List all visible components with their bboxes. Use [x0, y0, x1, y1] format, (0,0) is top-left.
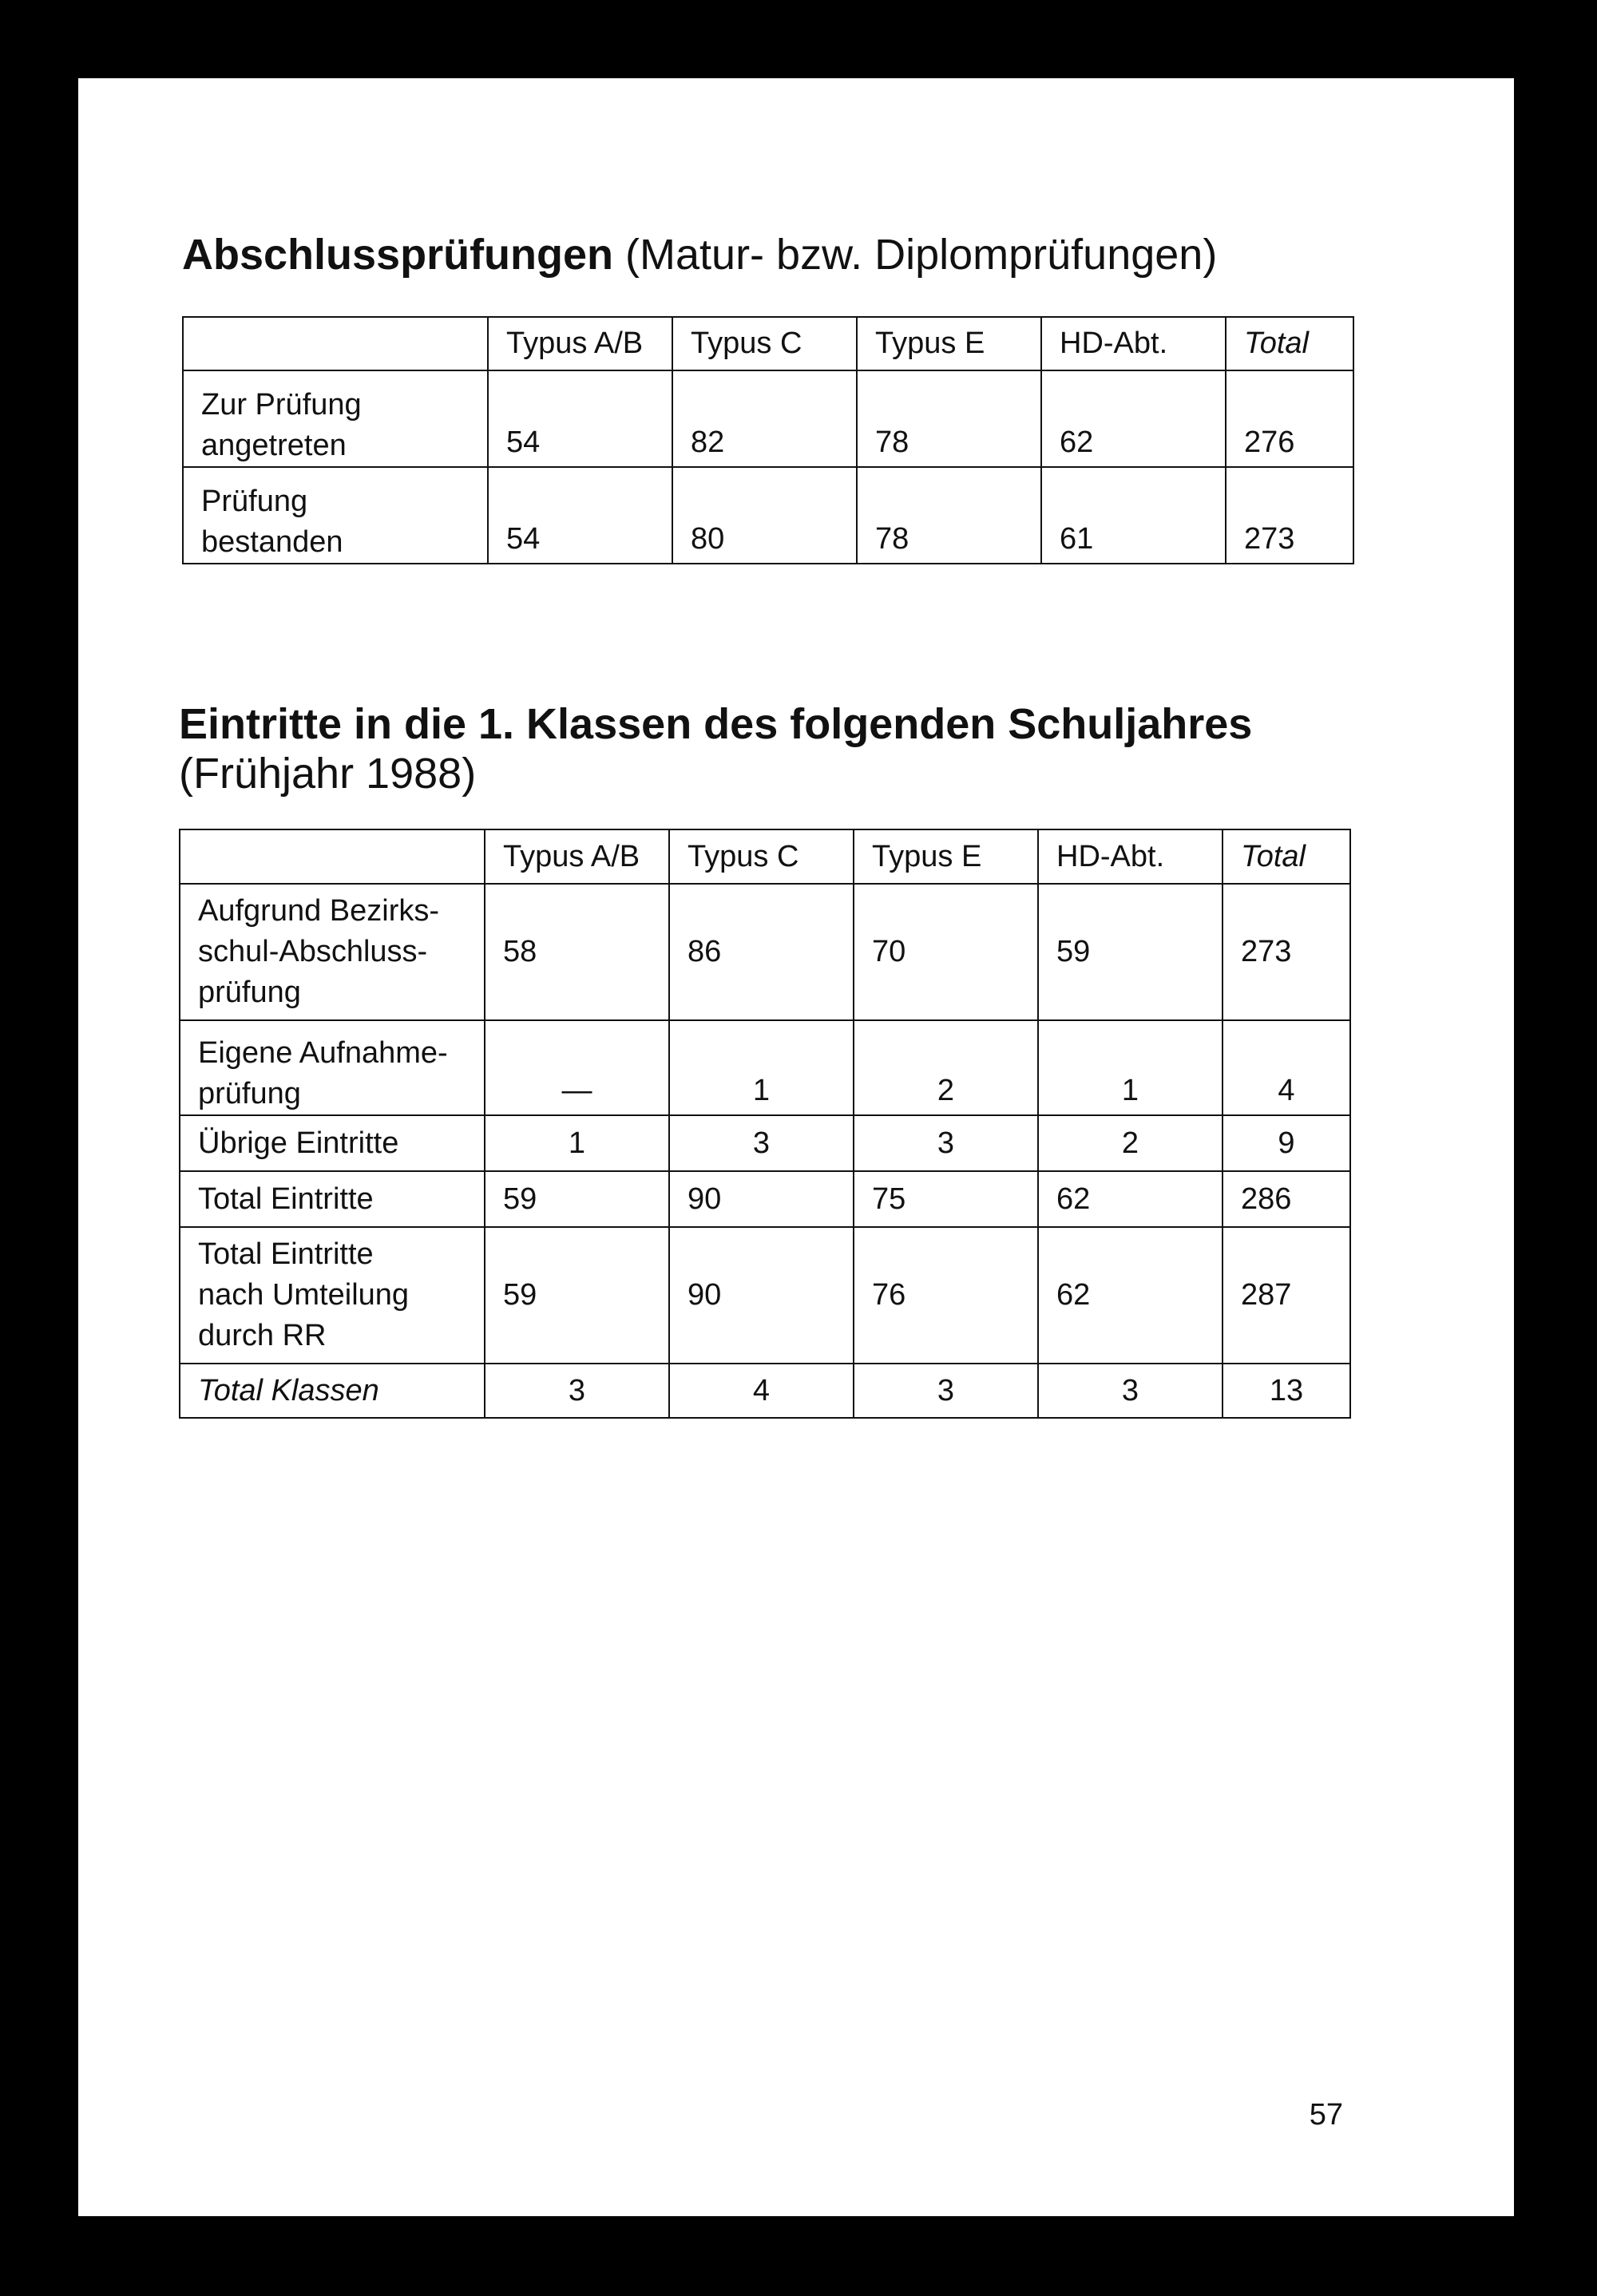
cell-value: 1 [1038, 1020, 1223, 1115]
cell-value: — [485, 1020, 669, 1115]
header-cell-typus-c: Typus C [669, 829, 854, 884]
table-row [183, 467, 1353, 564]
row-label: Total Eintritte nach Umteilung durch RR [180, 1227, 485, 1364]
header-cell-total: Total [1226, 317, 1353, 370]
cell-value: 287 [1223, 1227, 1350, 1364]
cell-value: 90 [669, 1171, 854, 1227]
cell-value: 76 [854, 1227, 1038, 1364]
cell-value: 3 [854, 1364, 1038, 1418]
cell-value: 58 [485, 884, 669, 1020]
cell-value: 3 [669, 1115, 854, 1171]
cell-value: 82 [672, 370, 857, 467]
cell-value: 4 [669, 1364, 854, 1418]
cell-value: 59 [1038, 884, 1223, 1020]
cell-value: 59 [485, 1171, 669, 1227]
row-label: Prüfung bestanden [183, 467, 488, 564]
header-cell-typus-e: Typus E [857, 317, 1041, 370]
table-row [180, 884, 1350, 1020]
header-cell-total: Total [1223, 829, 1350, 884]
row-label: Eigene Aufnahme- prüfung [180, 1020, 485, 1115]
header-cell-typus-e: Typus E [854, 829, 1038, 884]
exam-table [182, 316, 1354, 564]
header-cell-hd-abt: HD-Abt. [1041, 317, 1226, 370]
page-number: 57 [1309, 2098, 1343, 2132]
row-label: Total Eintritte [180, 1171, 485, 1227]
table-row [183, 370, 1353, 467]
cell-value: 90 [669, 1227, 854, 1364]
header-cell-hd-abt: HD-Abt. [1038, 829, 1223, 884]
row-label: Zur Prüfung angetreten [183, 370, 488, 467]
cell-value: 273 [1223, 884, 1350, 1020]
document-page [78, 78, 1514, 2216]
table-row [180, 1364, 1350, 1418]
table-header-row [180, 829, 1350, 884]
cell-value: 80 [672, 467, 857, 564]
cell-value: 13 [1223, 1364, 1350, 1418]
table-row [180, 1227, 1350, 1364]
cell-value: 3 [485, 1364, 669, 1418]
cell-value: 3 [1038, 1364, 1223, 1418]
row-label: Übrige Eintritte [180, 1115, 485, 1171]
table-row [180, 1171, 1350, 1227]
cell-value: 78 [857, 467, 1041, 564]
cell-value: 54 [488, 467, 672, 564]
admissions-table [179, 829, 1351, 1419]
cell-value: 3 [854, 1115, 1038, 1171]
header-cell-typus-c: Typus C [672, 317, 857, 370]
section-title-abschlusspruefungen: Abschlussprüfungen (Matur- bzw. Diplomprüfungen) [182, 231, 1218, 279]
cell-value: 86 [669, 884, 854, 1020]
cell-value: 59 [485, 1227, 669, 1364]
cell-value: 1 [485, 1115, 669, 1171]
cell-value: 2 [854, 1020, 1038, 1115]
cell-value: 62 [1038, 1171, 1223, 1227]
cell-value: 70 [854, 884, 1038, 1020]
cell-value: 62 [1041, 370, 1226, 467]
row-label: Aufgrund Bezirks- schul-Abschluss- prüfung [180, 884, 485, 1020]
cell-value: 61 [1041, 467, 1226, 564]
section-title-eintritte: Eintritte in die 1. Klassen des folgenden Schuljahres (Frühjahr 1988) [179, 700, 1253, 798]
cell-value: 9 [1223, 1115, 1350, 1171]
header-cell-typus-ab: Typus A/B [488, 317, 672, 370]
table-header-row [183, 317, 1353, 370]
cell-value: 276 [1226, 370, 1353, 467]
cell-value: 75 [854, 1171, 1038, 1227]
table-row [180, 1115, 1350, 1171]
cell-value: 54 [488, 370, 672, 467]
cell-value: 78 [857, 370, 1041, 467]
header-cell-typus-ab: Typus A/B [485, 829, 669, 884]
cell-value: 62 [1038, 1227, 1223, 1364]
table-row [180, 1020, 1350, 1115]
header-cell-empty [180, 829, 485, 884]
cell-value: 286 [1223, 1171, 1350, 1227]
header-cell-empty [183, 317, 488, 370]
cell-value: 2 [1038, 1115, 1223, 1171]
row-label: Total Klassen [180, 1364, 485, 1418]
cell-value: 273 [1226, 467, 1353, 564]
cell-value: 1 [669, 1020, 854, 1115]
cell-value: 4 [1223, 1020, 1350, 1115]
